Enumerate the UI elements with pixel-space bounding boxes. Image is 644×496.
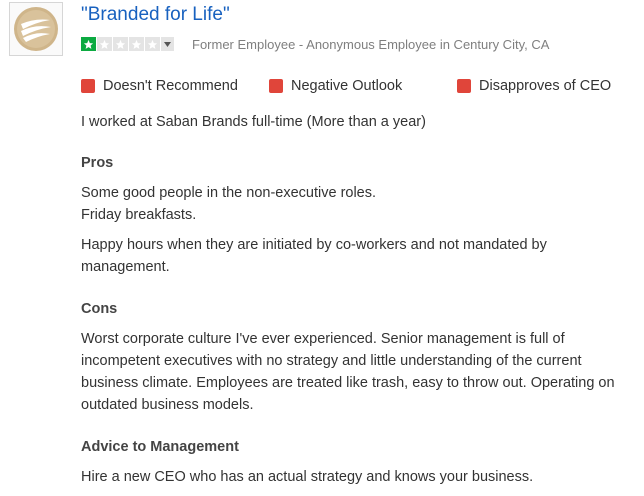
star-icon <box>81 37 96 51</box>
pros-text-line: Friday breakfasts. <box>81 207 197 223</box>
pros-heading: Pros <box>81 155 114 171</box>
negative-indicator-icon <box>457 79 471 93</box>
star-rating[interactable] <box>81 37 160 51</box>
advice-text-line: Hire a new CEO who has an actual strategy and knows your business. <box>81 469 534 485</box>
cons-heading: Cons <box>81 301 118 317</box>
pros-text-line: management. <box>81 259 170 275</box>
verdict-outlook <box>269 78 402 94</box>
cons-text-line: outdated business models. <box>81 397 254 413</box>
review-title-link[interactable]: "Branded for Life" <box>81 4 230 25</box>
chevron-down-icon <box>164 42 171 47</box>
review-verdicts <box>81 78 621 96</box>
star-icon <box>145 37 160 51</box>
company-logo[interactable] <box>9 2 63 56</box>
rating-details-toggle[interactable] <box>161 37 174 51</box>
verdict-ceo <box>457 78 611 94</box>
pros-text-line: Happy hours when they are initiated by co-workers and not mandated by <box>81 237 547 253</box>
verdict-label: Negative Outlook <box>291 78 403 94</box>
negative-indicator-icon <box>269 79 283 93</box>
employment-status: I worked at Saban Brands full-time (More than a year) <box>81 114 426 130</box>
star-icon <box>129 37 144 51</box>
pros-text-line: Some good people in the non-executive roles. <box>81 185 377 201</box>
verdict-label: Doesn't Recommend <box>103 78 238 94</box>
review-author: Former Employee - Anonymous Employee in Century City, CA <box>192 36 550 52</box>
verdict-label: Disapproves of CEO <box>479 78 612 94</box>
star-icon <box>97 37 112 51</box>
rating-row <box>81 36 549 52</box>
advice-heading: Advice to Management <box>81 439 239 455</box>
verdict-recommend <box>81 78 238 94</box>
negative-indicator-icon <box>81 79 95 93</box>
cons-text-line: incompetent executives with no strategy and little understanding of the current <box>81 353 582 369</box>
saban-brands-logo-icon <box>13 6 59 52</box>
cons-text-line: Worst corporate culture I've ever experienced. Senior management is full of <box>81 331 565 347</box>
star-icon <box>113 37 128 51</box>
cons-text-line: business climate. Employees are treated like trash, easy to throw out. Operating on <box>81 375 615 391</box>
